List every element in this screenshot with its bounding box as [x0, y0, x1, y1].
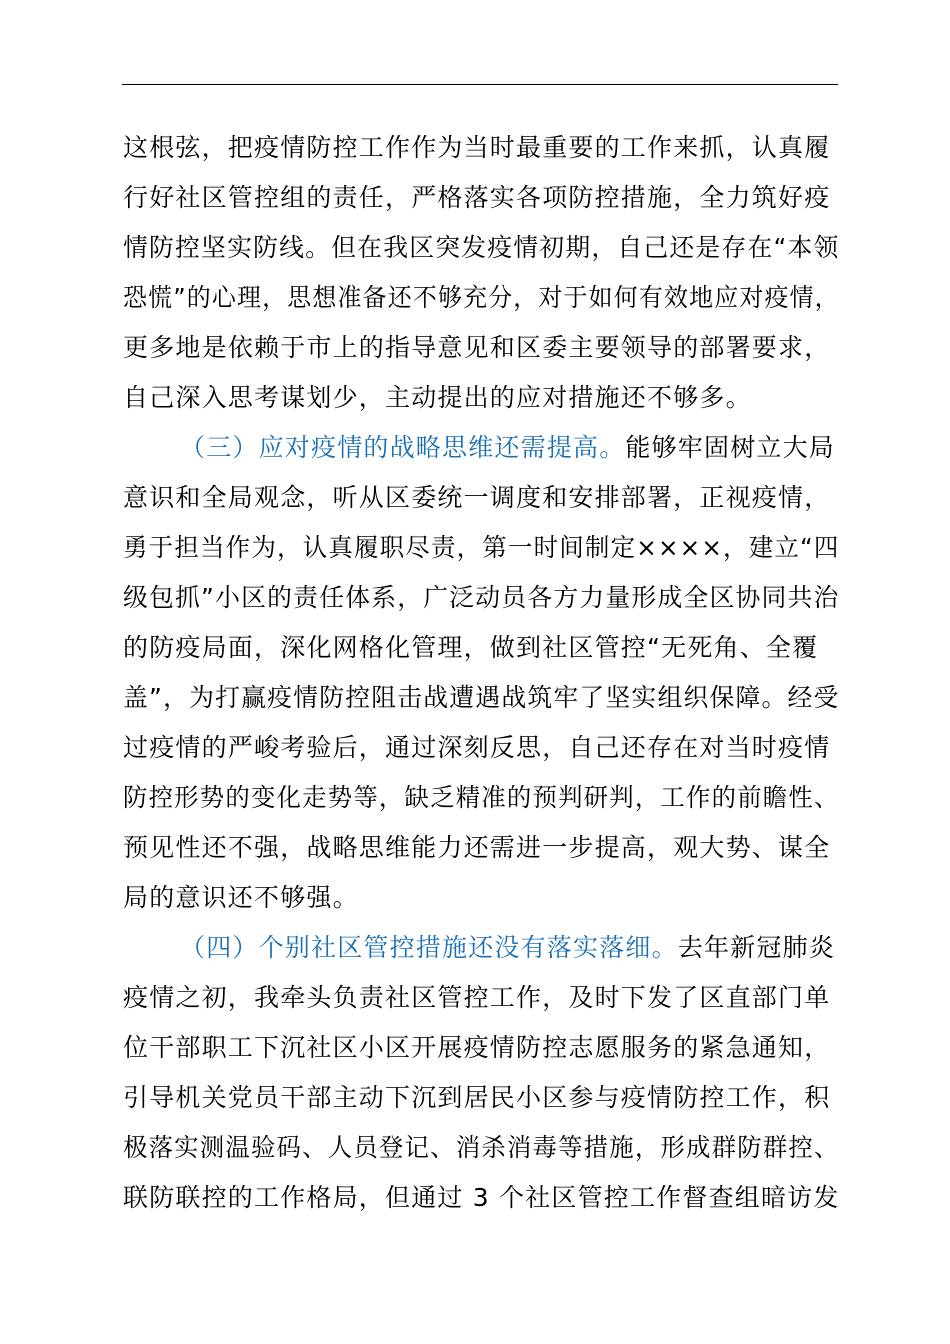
body-line: 位干部职工下沉社区小区开展疫情防控志愿服务的紧急通知，	[123, 1033, 831, 1062]
body-line: 情防控坚实防线。但在我区突发疫情初期，自己还是存在“本领	[123, 233, 840, 262]
body-line: 的防疫局面，深化网格化管理，做到社区管控“无死角、全覆	[123, 633, 819, 662]
body-line: 勇于担当作为，认真履职尽责，第一时间制定××××，建立“四	[123, 533, 840, 562]
body-line: 疫情之初，我牵头负责社区管控工作，及时下发了区直部门单	[123, 983, 831, 1012]
body-line: 自己深入思考谋划少，主动提出的应对措施还不够多。	[123, 383, 752, 412]
body-line: 极落实测温验码、人员登记、消杀消毒等措施，形成群防群控、	[123, 1133, 840, 1162]
section-3-heading: （三）应对疫情的战略思维还需提高。	[180, 433, 626, 462]
body-line: 局的意识还不够强。	[123, 883, 359, 912]
section-3-first-line	[180, 431, 835, 465]
body-line: 预见性还不强，战略思维能力还需进一步提高，观大势、谋全	[123, 833, 831, 862]
body-line: 引导机关党员干部主动下沉到居民小区参与疫情防控工作，积	[123, 1083, 831, 1112]
header-rule	[122, 84, 838, 85]
body-line: 防控形势的变化走势等，缺乏精准的预判研判，工作的前瞻性、	[123, 783, 840, 812]
body-line: 意识和全局观念，听从区委统一调度和安排部署，正视疫情，	[123, 483, 831, 512]
body-line: 盖”，为打赢疫情防控阻击战遭遇战筑牢了坚实组织保障。经受	[123, 683, 840, 712]
section-4-first-line	[180, 931, 835, 965]
body-line: 恐慌”的心理，思想准备还不够充分，对于如何有效地应对疫情，	[123, 283, 840, 312]
body-text: 去年新冠肺炎	[677, 933, 836, 962]
body-line: 这根弦，把疫情防控工作作为当时最重要的工作来抓，认真履	[123, 133, 831, 162]
section-4-heading: （四）个别社区管控措施还没有落实落细。	[180, 933, 678, 962]
body-text: 能够牢固树立大局	[625, 433, 836, 462]
body-line: 更多地是依赖于市上的指导意见和区委主要领导的部署要求，	[123, 333, 831, 362]
body-line: 行好社区管控组的责任，严格落实各项防控措施，全力筑好疫	[123, 183, 831, 212]
body-line: 级包抓”小区的责任体系，广泛动员各方力量形成全区协同共治	[123, 583, 840, 612]
body-line: 过疫情的严峻考验后，通过深刻反思，自己还存在对当时疫情	[123, 733, 831, 762]
body-line: 联防联控的工作格局，但通过 3 个社区管控工作督查组暗访发	[123, 1183, 840, 1212]
